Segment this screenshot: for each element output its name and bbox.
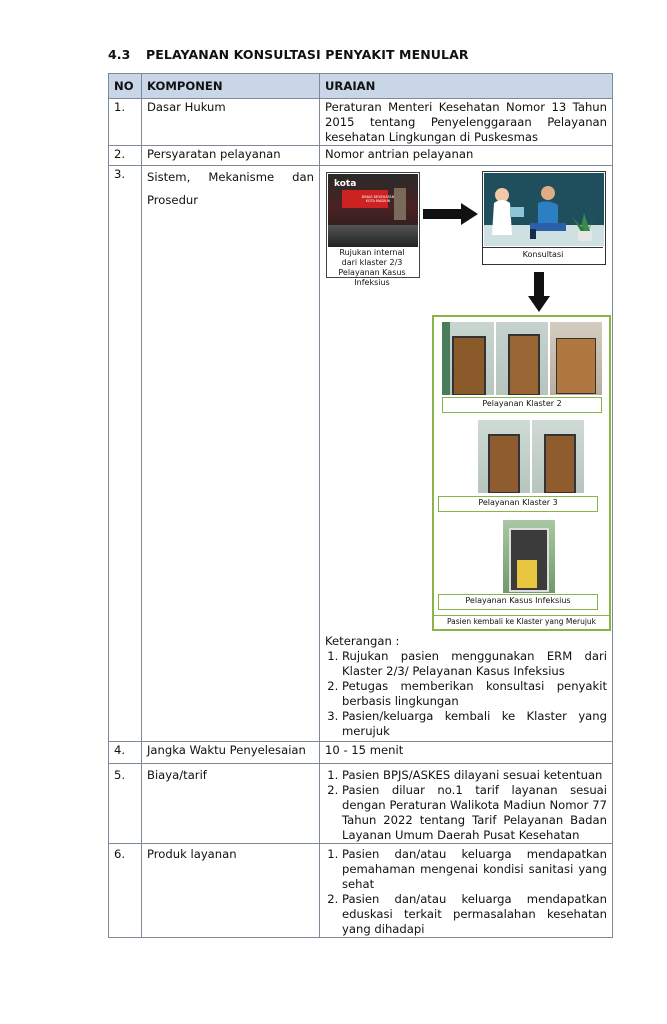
keterangan-item: 1. Rujukan pasien menggunakan ERM dari Klaster 2/3/ Pelayanan Kasus Infeksius [342,649,607,679]
row-komponen: Sistem, Mekanisme dan Prosedur [142,166,320,742]
header-no: NO [109,74,142,99]
table-row [109,764,613,844]
keterangan-list [325,649,607,739]
table-row [109,844,613,938]
biaya-item: 2. Pasien diluar no.1 tarif layanan sesuai dengan Peraturan Walikota Madiun Nomor 77 Tahun 2022 tentang Tarif Pelayanan Badan Layanan Umum Daerah Pusat Kesehatan [342,783,607,843]
section-heading [108,47,469,62]
klaster2-caption: Pelayanan Klaster 2 [442,397,602,413]
row-number: 6. [109,844,142,938]
arrow-down-icon [528,272,552,314]
klaster3-photo-1 [478,420,530,493]
table-row [109,99,613,146]
doctor-patient-illustration [484,173,604,246]
konsultasi-illustration [484,173,604,246]
step-rujukan-caption: Rujukan internal dari klaster 2/3 Pelayanan Kasus Infeksius [332,248,412,275]
header-komponen: KOMPONEN [142,74,320,99]
klaster-container [432,315,611,631]
klaster2-photo-1 [442,322,494,395]
row-komponen: Dasar Hukum [142,99,320,146]
produk-list [325,847,607,937]
row-komponen: Jangka Waktu Penyelesaian [142,742,320,764]
row-uraian-flow [320,166,613,742]
keterangan-item: 2. Petugas memberikan konsultasi penyakit berbasis lingkungan [342,679,607,709]
keterangan-item: 3. Pasien/keluarga kembali ke Klaster yang merujuk [342,709,607,739]
klaster2-photo-3 [550,322,602,395]
dinkes-poster-image [328,174,418,247]
biaya-list [325,768,607,843]
row-number: 1. [109,99,142,146]
klaster3-photo-2 [532,420,584,493]
keterangan-label: Keterangan : [325,634,400,648]
row-number: 3. [109,166,142,742]
poster-skyline [328,225,418,247]
service-table [108,73,613,938]
section-number: 4.3 [108,47,131,62]
row-number: 2. [109,146,142,166]
arrow-right-icon [423,202,479,226]
klaster3-caption: Pelayanan Klaster 3 [438,496,598,512]
row-number: 4. [109,742,142,764]
row-komponen: Persyaratan pelayanan [142,146,320,166]
table-header-row [109,74,613,99]
poster-text: DINAS KESEHATAN KOTA MADIUN [361,195,395,203]
return-caption: Pasien kembali ke Klaster yang Merujuk [434,615,609,628]
step-rujukan-box [326,172,420,287]
row-komponen: Produk layanan [142,844,320,938]
keterangan-block [324,634,608,741]
row-uraian-list [320,844,613,938]
klaster2-photo-2 [496,322,548,395]
table-row [109,166,613,742]
row-uraian-list [320,764,613,844]
flowchart [324,166,608,634]
infeksius-caption: Pelayanan Kasus Infeksius [438,594,598,610]
poster-logo: kota [334,179,357,189]
produk-item: 2. Pasien dan/atau keluarga mendapatkan eduskasi terkait permasalahan kesehatan yang dihadapi [342,892,607,937]
row-uraian: Nomor antrian pelayanan [320,146,613,166]
biaya-item: 1. Pasien BPJS/ASKES dilayani sesuai ketentuan [342,768,607,783]
row-komponen: Biaya/tarif [142,764,320,844]
infeksius-photo [503,520,555,593]
poster-building [394,188,406,220]
row-number: 5. [109,764,142,844]
produk-item: 1. Pasien dan/atau keluarga mendapatkan pemahaman mengenai kondisi sanitasi yang sehat [342,847,607,892]
step-konsultasi-box [482,171,606,265]
row-uraian: Peraturan Menteri Kesehatan Nomor 13 Tahun 2015 tentang Penyelenggaraan Pelayanan kesehatan Lingkungan di Puskesmas [320,99,613,146]
section-title: PELAYANAN KONSULTASI PENYAKIT MENULAR [146,47,469,62]
step-konsultasi-caption: Konsultasi [483,247,603,261]
header-uraian: URAIAN [320,74,613,99]
table-row [109,742,613,764]
table-row [109,146,613,166]
row-uraian: 10 - 15 menit [320,742,613,764]
